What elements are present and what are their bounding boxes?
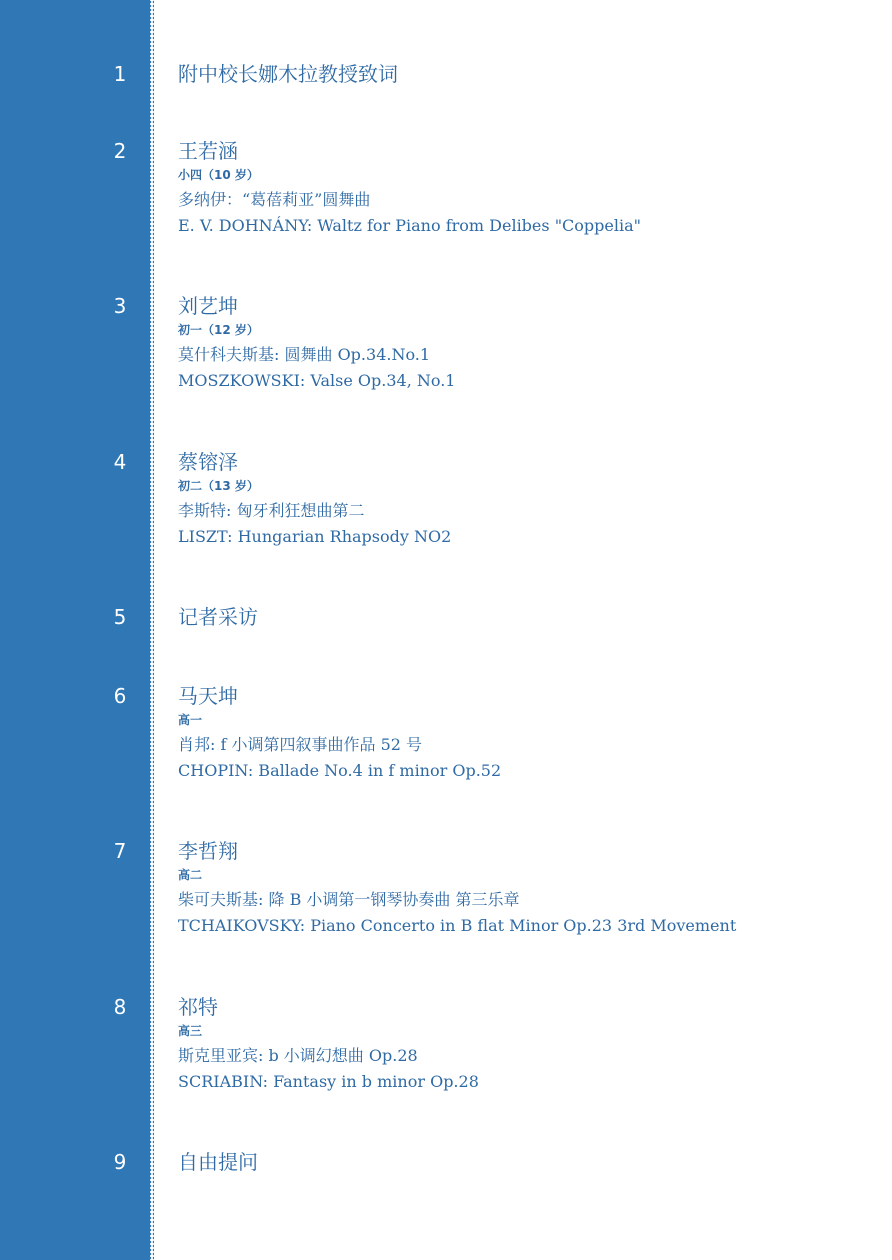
item-content <box>178 137 872 239</box>
piece-title-english: TCHAIKOVSKY: Piano Concerto in B flat Minor Op.23 3rd Movement <box>178 916 737 935</box>
performer-grade: 高二 <box>178 868 203 882</box>
item-content <box>178 603 872 631</box>
item-number: 2 <box>113 139 127 163</box>
sidebar-dotted-edge <box>148 0 154 1260</box>
item-content <box>178 682 872 784</box>
piece-title-english: MOSZKOWSKI: Valse Op.34, No.1 <box>178 371 456 390</box>
item-content <box>178 993 872 1095</box>
performer-name: 李哲翔 <box>178 839 238 863</box>
piece-title-english: SCRIABIN: Fantasy in b minor Op.28 <box>178 1072 479 1091</box>
item-content <box>178 292 872 394</box>
piece-title-chinese: 莫什科夫斯基: 圆舞曲 Op.34.No.1 <box>178 345 431 364</box>
performer-name: 祁特 <box>178 995 218 1019</box>
item-content <box>178 1148 872 1176</box>
piece-title-chinese: 斯克里亚宾: b 小调幻想曲 Op.28 <box>178 1046 418 1065</box>
performer-grade: 初一（12 岁） <box>178 323 259 337</box>
item-number: 3 <box>113 294 127 318</box>
item-content <box>178 837 872 939</box>
piece-title-english: LISZT: Hungarian Rhapsody NO2 <box>178 527 452 546</box>
item-number: 8 <box>113 995 127 1019</box>
performer-grade: 小四（10 岁） <box>178 168 259 182</box>
item-number: 5 <box>113 605 127 629</box>
item-content <box>178 60 872 88</box>
item-number: 9 <box>113 1150 127 1174</box>
item-number: 4 <box>113 450 127 474</box>
item-content <box>178 448 872 550</box>
item-number: 6 <box>113 684 127 708</box>
piece-title-chinese: 肖邦: f 小调第四叙事曲作品 52 号 <box>178 735 423 754</box>
performer-grade: 初二（13 岁） <box>178 479 259 493</box>
piece-title-english: CHOPIN: Ballade No.4 in f minor Op.52 <box>178 761 502 780</box>
performer-name: 蔡镕泽 <box>178 450 238 474</box>
item-title: 自由提问 <box>178 1150 258 1174</box>
performer-name: 马天坤 <box>178 684 238 708</box>
performer-grade: 高一 <box>178 713 203 727</box>
piece-title-chinese: 多纳伊：“葛蓓莉亚”圆舞曲 <box>178 190 371 209</box>
piece-title-chinese: 柴可夫斯基: 降 B 小调第一钢琴协奏曲 第三乐章 <box>178 890 520 909</box>
performer-grade: 高三 <box>178 1024 203 1038</box>
item-title: 记者采访 <box>178 605 258 629</box>
piece-title-chinese: 李斯特: 匈牙利狂想曲第二 <box>178 501 365 520</box>
item-number: 1 <box>113 62 127 86</box>
performer-name: 王若涵 <box>178 139 238 163</box>
performer-name: 刘艺坤 <box>178 294 238 318</box>
piece-title-english: E. V. DOHNÁNY: Waltz for Piano from Delibes "Coppelia" <box>178 216 642 235</box>
item-number: 7 <box>113 839 127 863</box>
item-title: 附中校长娜木拉教授致词 <box>178 62 398 86</box>
